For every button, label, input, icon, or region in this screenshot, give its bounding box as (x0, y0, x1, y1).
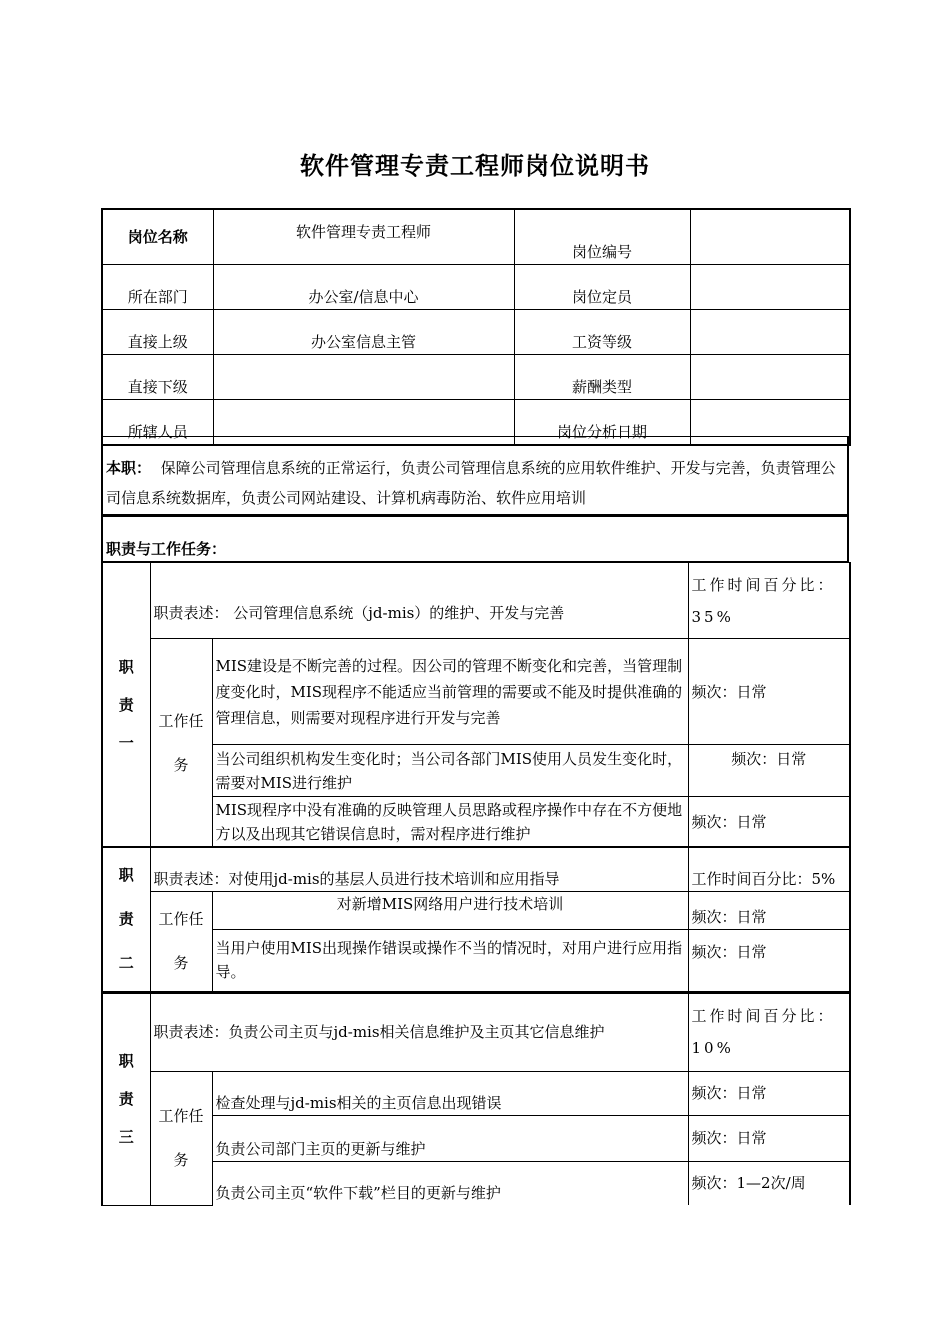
info-label: 薪酬类型 (514, 355, 690, 400)
info-label: 岗位名称 (102, 209, 213, 265)
info-value (213, 355, 514, 400)
info-value: 软件管理专责工程师 (213, 209, 514, 265)
info-value: 办公室信息主管 (213, 310, 514, 355)
task-text: 当公司组织机构发生变化时；当公司各部门MIS使用人员发生变化时，需要对MIS进行维护 (212, 745, 688, 797)
info-row (102, 355, 850, 400)
job-info-table (101, 208, 851, 446)
task-text: MIS建设是不断完善的过程。因公司的管理不断变化和完善，当管理制度变化时，MIS现程序不能适应当前管理的需要或不能及时提供准确的管理信息，则需要对现程序进行开发与完善 (212, 639, 688, 745)
task-frequency: 频次：日常 (688, 1115, 850, 1161)
duty-statement: 职责表述：对使用jd-mis的基层人员进行技术培训和应用指导 (150, 847, 688, 891)
info-row (102, 310, 850, 355)
summary-cell (102, 437, 848, 517)
duty-name: 职 责 一 (102, 563, 150, 847)
summary-label: 本职： (106, 459, 152, 477)
task-text: 对新增MIS网络用户进行技术培训 (212, 891, 688, 929)
info-row (102, 265, 850, 310)
duty-three-table (101, 992, 851, 1206)
task-label: 工作任务 (150, 1071, 212, 1205)
task-text: 当用户使用MIS出现操作错误或操作不当的情况时，对用户进行应用指导。 (212, 929, 688, 991)
info-value (690, 265, 850, 310)
duty-name: 职 责 三 (102, 993, 150, 1205)
summary-text: 保障公司管理信息系统的正常运行，负责公司管理信息系统的应用软件维护、开发与完善，负责管理公司信息系统数据库，负责公司网站建设、计算机病毒防治、软件应用培训 (106, 459, 836, 507)
info-value (690, 209, 850, 265)
duties-header-section (101, 514, 849, 563)
info-value: 办公室/信息中心 (213, 265, 514, 310)
duty-percent: 工作时间百分比：5% (688, 847, 850, 891)
info-label: 工资等级 (514, 310, 690, 355)
duty-percent: 工作时间百分比：35% (688, 563, 850, 639)
info-label: 岗位编号 (514, 209, 690, 265)
task-text: MIS现程序中没有准确的反映管理人员思路或程序操作中存在不方便地方以及出现其它错误信息时，需对程序进行维护 (212, 797, 688, 847)
task-frequency: 频次：日常 (688, 929, 850, 991)
info-value (690, 355, 850, 400)
duty-two-table (101, 846, 851, 992)
duty-one-table (101, 562, 851, 847)
task-frequency: 频次：日常 (688, 891, 850, 929)
task-label: 工作任务 (150, 891, 212, 991)
summary-section (101, 436, 849, 517)
info-label: 岗位定员 (514, 265, 690, 310)
task-frequency: 频次：1—2次/周 (688, 1161, 850, 1205)
task-frequency: 频次：日常 (688, 1071, 850, 1115)
info-label: 岗位分析日期 (514, 400, 690, 446)
duty-name: 职 责 二 (102, 847, 150, 991)
page-title: 软件管理专责工程师岗位说明书 (300, 152, 650, 180)
info-label: 直接上级 (102, 310, 213, 355)
task-label: 工作任务 (150, 639, 212, 847)
task-text: 负责公司主页“软件下载”栏目的更新与维护 (212, 1161, 688, 1205)
duties-header: 职责与工作任务： (102, 515, 848, 563)
task-frequency: 频次：日常 (688, 639, 850, 745)
task-text: 负责公司部门主页的更新与维护 (212, 1115, 688, 1161)
info-label: 所在部门 (102, 265, 213, 310)
duty-statement: 职责表述：负责公司主页与jd-mis相关信息维护及主页其它信息维护 (150, 993, 688, 1071)
info-label: 直接下级 (102, 355, 213, 400)
info-value (690, 310, 850, 355)
info-row (102, 209, 850, 265)
info-label: 所辖人员 (102, 400, 213, 446)
task-frequency: 频次：日常 (688, 797, 850, 847)
duty-percent: 工作时间百分比：10% (688, 993, 850, 1071)
duty-statement: 职责表述： 公司管理信息系统（jd-mis）的维护、开发与完善 (150, 563, 688, 639)
task-frequency: 频次：日常 (688, 745, 850, 797)
task-text: 检查处理与jd-mis相关的主页信息出现错误 (212, 1071, 688, 1115)
